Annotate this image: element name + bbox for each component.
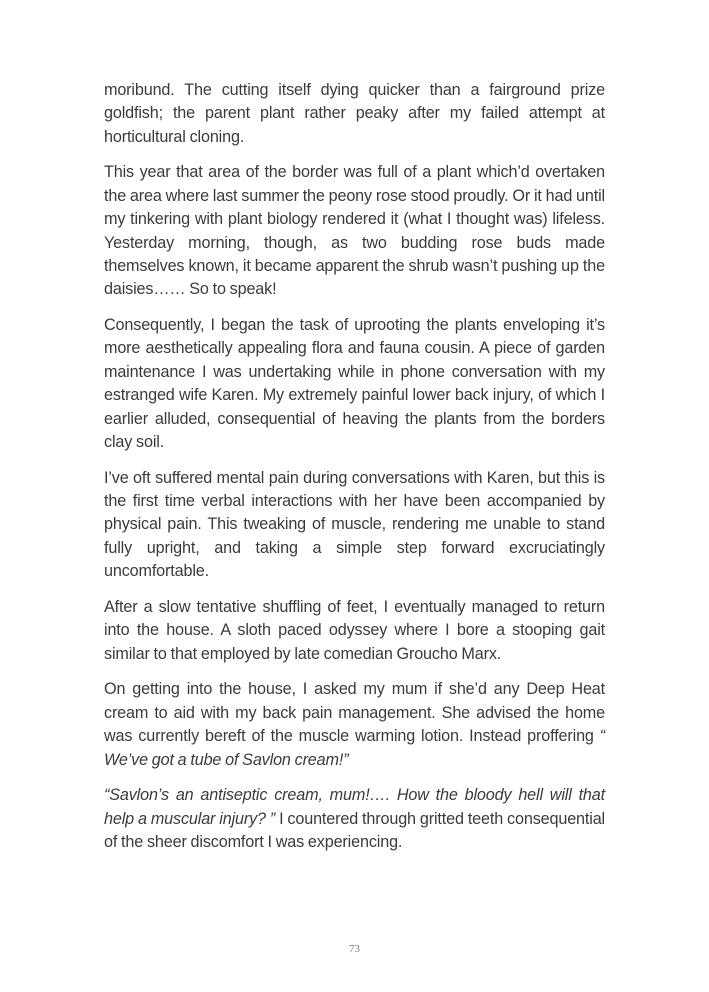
quoted-dialogue: “Savlon’s an antiseptic cream, mum!…. How the bloody hell will that help a muscular injury? ” — [104, 786, 605, 828]
paragraph-text: I’ve oft suffered mental pain during conversations with Karen, but this is the first time verbal interactions with her have been accompanied by physical pain. This tweaking of muscle, rendering me unable to stand fully upright, and taking a simple step forward excruciatingly uncomfortable. — [104, 468, 605, 581]
paragraph-5 — [104, 596, 605, 666]
document-page-body — [104, 79, 605, 867]
paragraph-4 — [104, 467, 605, 584]
paragraph-7 — [104, 784, 605, 854]
paragraph-text: After a slow tentative shuffling of feet, I eventually managed to return into the house. A sloth paced odyssey where I bore a stooping gait similar to that employed by late comedian Groucho Marx. — [104, 597, 605, 663]
paragraph-text: I countered through gritted teeth consequential of the sheer discomfort I was experiencing. — [104, 809, 605, 851]
quoted-dialogue: “ We’ve got a tube of Savlon cream!” — [104, 727, 605, 769]
paragraph-6 — [104, 678, 605, 772]
paragraph-text: Consequently, I began the task of uprooting the plants enveloping it’s more aesthetically appealing flora and fauna cousin. A piece of garden maintenance I was undertaking while in phone conversation with my estranged wife Karen. My extremely painful lower back injury, of which I earlier alluded, consequential of heaving the plants from the borders clay soil. — [104, 316, 605, 452]
paragraph-2 — [104, 161, 605, 301]
page-number: 73 — [349, 943, 360, 955]
paragraph-1 — [104, 79, 605, 149]
paragraph-3 — [104, 314, 605, 454]
paragraph-text: moribund. The cutting itself dying quicker than a fairground prize goldfish; the parent plant rather peaky after my failed attempt at horticultural cloning. — [104, 81, 605, 146]
paragraph-text: This year that area of the border was full of a plant which’d overtaken the area where last summer the peony rose stood proudly. Or it had until my tinkering with plant biology rendered it (what I thought was) lifeless. Yesterday morning, though, as two budding rose buds made themselves known, it became apparent the shrub wasn’t pushing up the daisies…… So to speak! — [104, 163, 605, 299]
paragraph-text: On getting into the house, I asked my mum if she’d any Deep Heat cream to aid with my back pain management. She advised the home was currently bereft of the muscle warming lotion. Instead proffering — [104, 680, 605, 746]
